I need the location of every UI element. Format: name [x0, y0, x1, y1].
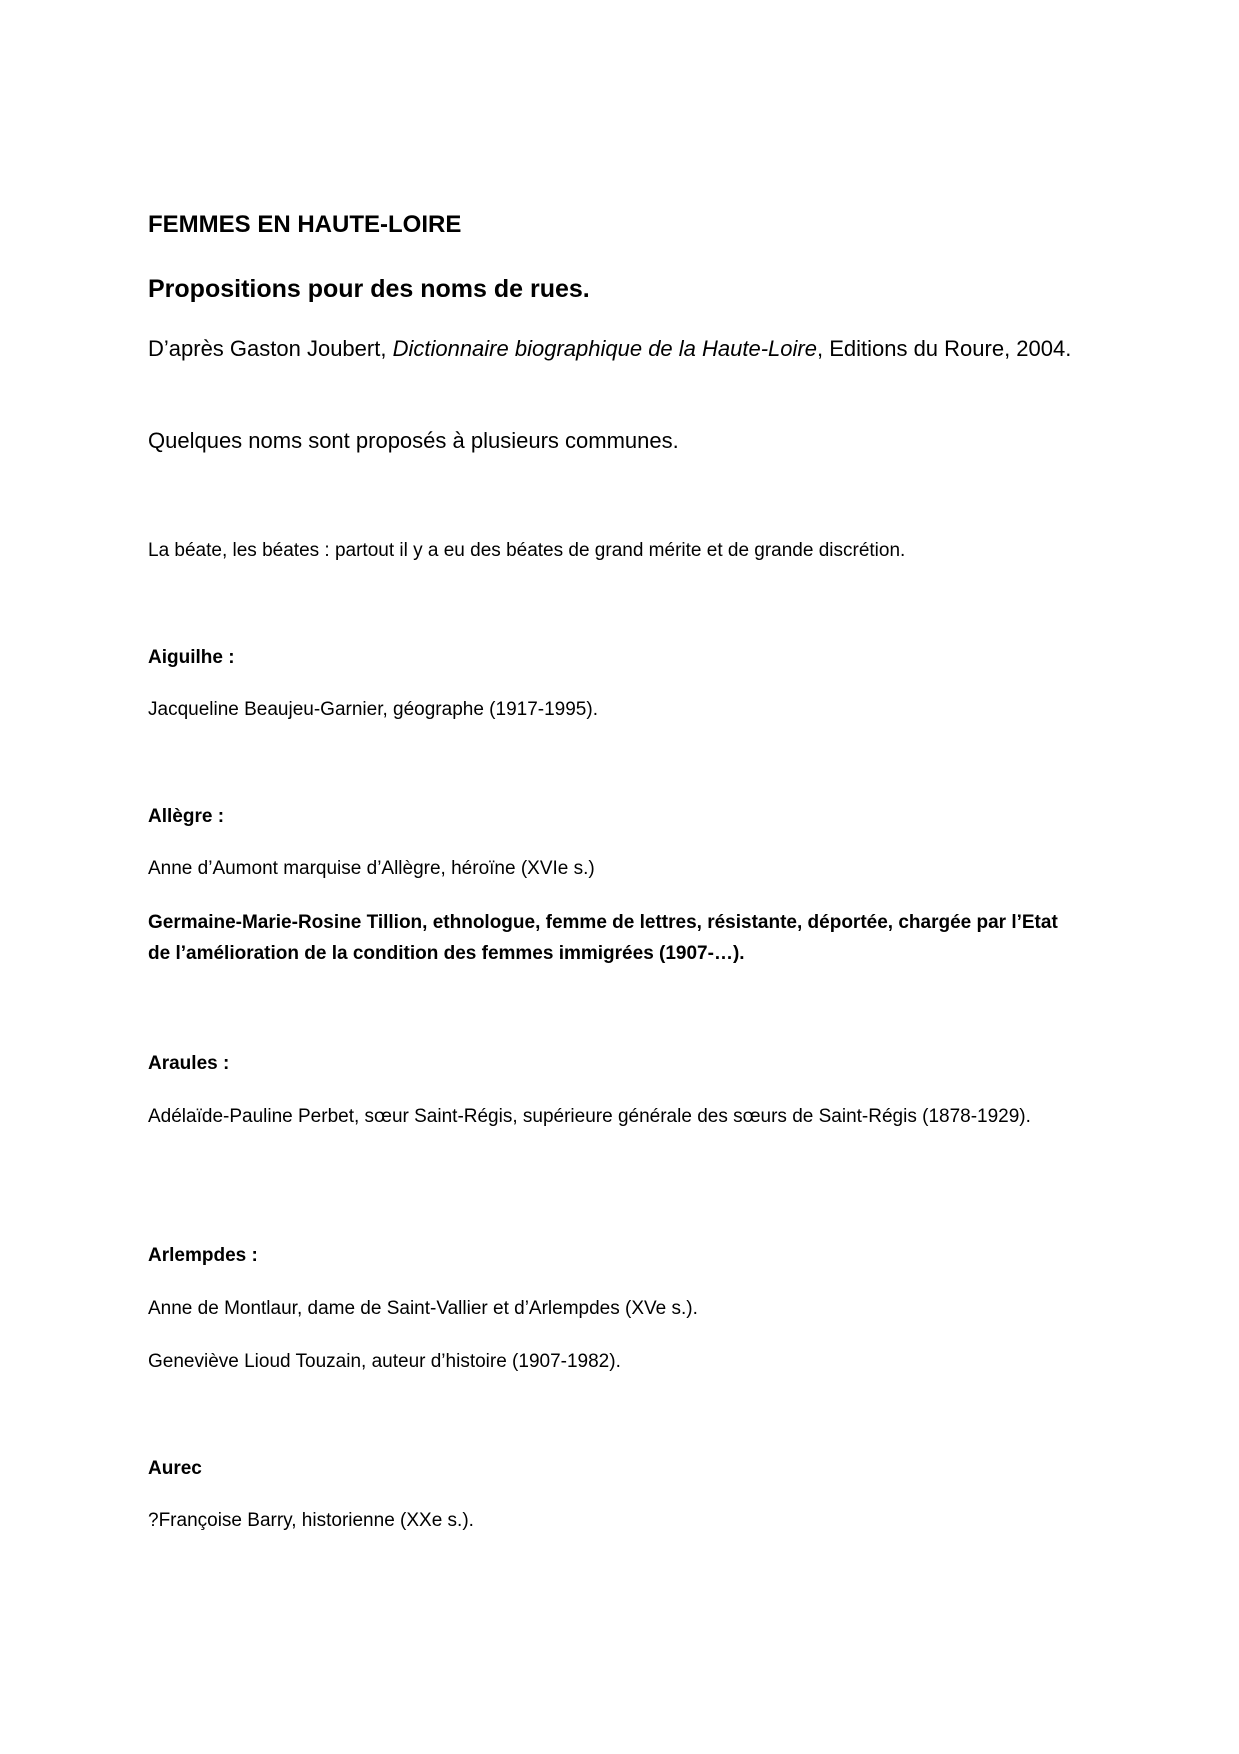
- source-book-title: Dictionnaire biographique de la Haute-Loire: [392, 336, 817, 361]
- commune-entry: Anne d’Aumont marquise d’Allègre, héroïne (XVIe s.): [148, 858, 595, 879]
- document-title: FEMMES EN HAUTE-LOIRE: [148, 211, 462, 238]
- source-suffix: , Editions du Roure, 2004.: [816, 336, 1072, 361]
- document-subtitle: Propositions pour des noms de rues.: [148, 275, 590, 303]
- commune-heading-aurec: Aurec: [148, 1458, 202, 1479]
- beate-paragraph: La béate, les béates : partout il y a eu des béates de grand mérite et de grande discrétion.: [148, 540, 906, 561]
- commune-entry: Geneviève Lioud Touzain, auteur d’histoire (1907-1982).: [148, 1351, 621, 1372]
- commune-heading-araules: Araules :: [148, 1053, 230, 1074]
- intro-note: Quelques noms sont proposés à plusieurs communes.: [148, 428, 679, 453]
- commune-entry: ?Françoise Barry, historienne (XXe s.).: [148, 1510, 474, 1531]
- commune-entry: Jacqueline Beaujeu-Garnier, géographe (1917-1995).: [148, 699, 598, 720]
- commune-entry: Anne de Montlaur, dame de Saint-Vallier et d’Arlempdes (XVe s.).: [148, 1298, 698, 1319]
- commune-heading-aiguilhe: Aiguilhe :: [148, 647, 235, 668]
- source-citation: [148, 332, 1078, 366]
- commune-entry: Adélaïde-Pauline Perbet, sœur Saint-Régis, supérieure générale des sœurs de Saint-Régis (1878-1929).: [148, 1106, 1031, 1127]
- source-prefix: D’après Gaston Joubert,: [148, 336, 393, 361]
- commune-heading-allegre: Allègre :: [148, 806, 225, 827]
- commune-entry-highlighted: Germaine-Marie-Rosine Tillion, ethnologue, femme de lettres, résistante, déportée, chargée par l’Etat de l’amélioration de la condition des femmes immigrées (1907-…).: [148, 912, 1058, 964]
- commune-heading-arlempdes: Arlempdes :: [148, 1245, 258, 1266]
